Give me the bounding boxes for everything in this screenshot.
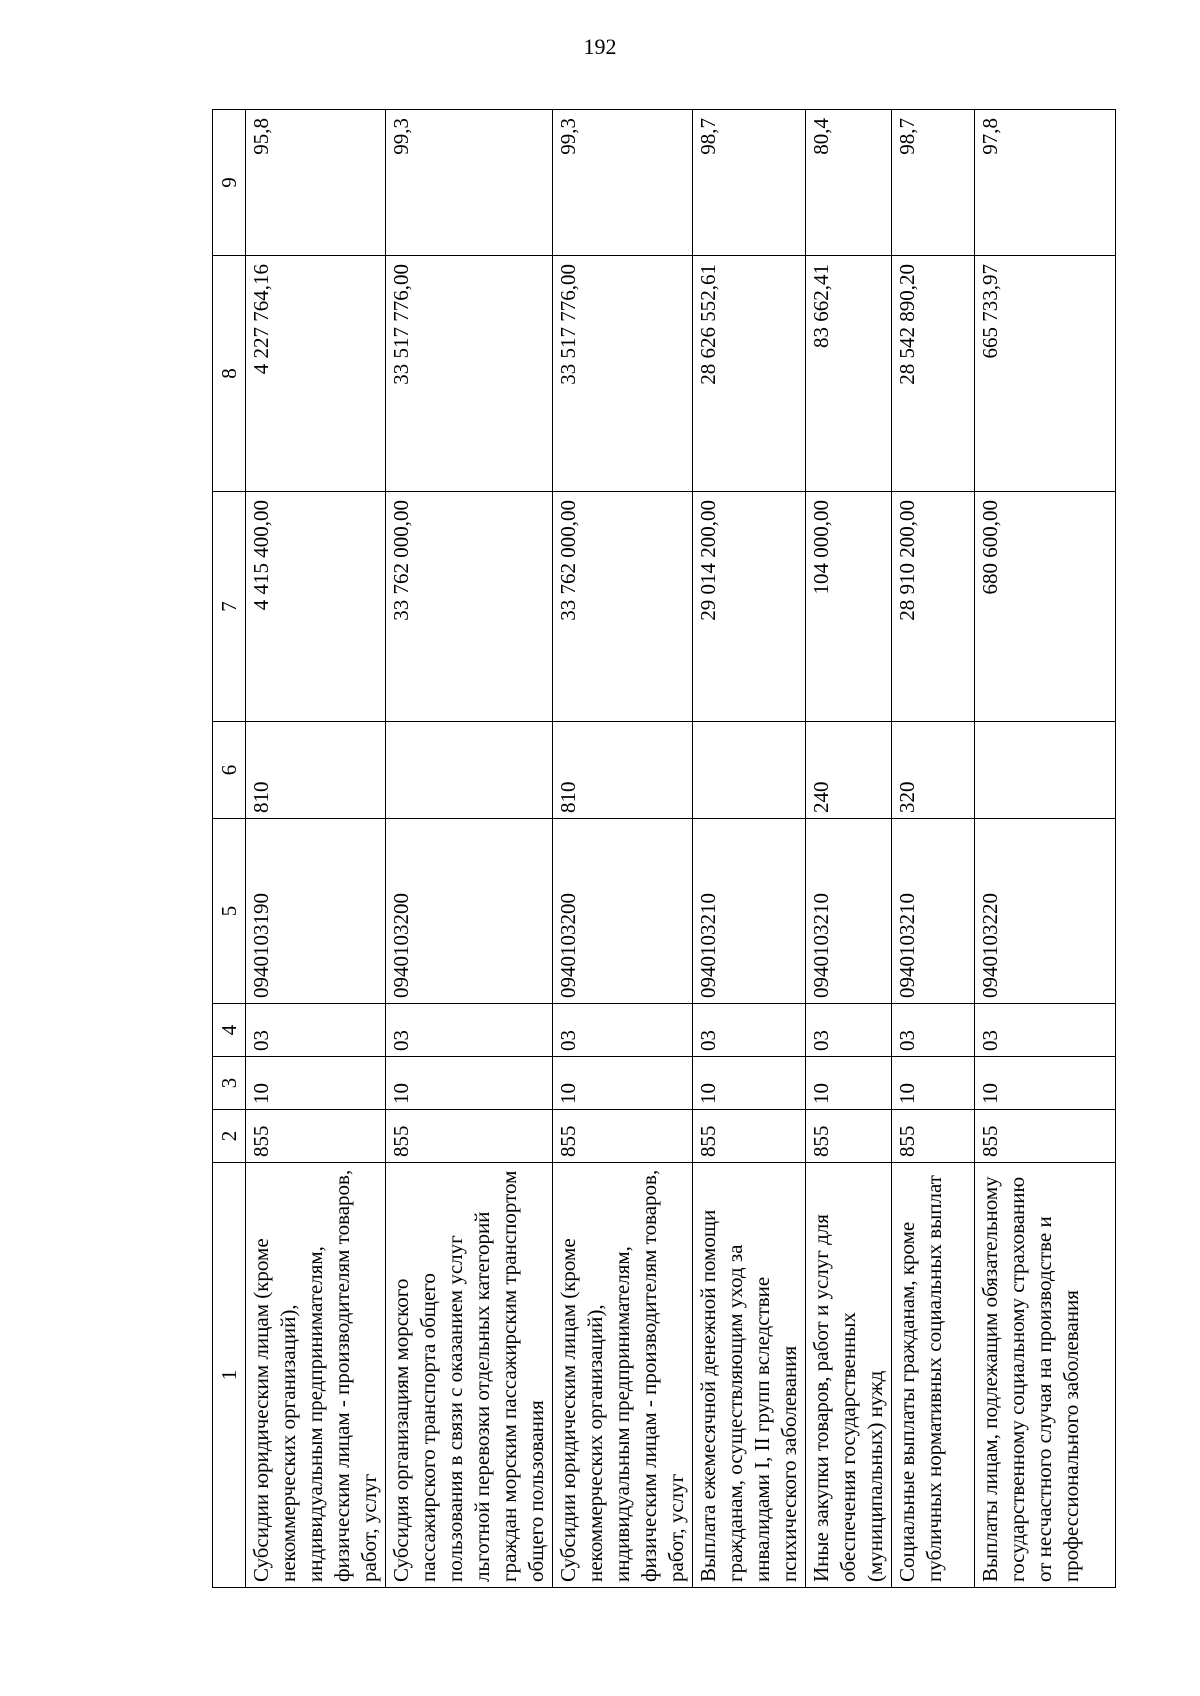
- cell-ministry-code: 855: [693, 1110, 806, 1163]
- cell-expense-type: 240: [806, 722, 892, 819]
- rotated-table-wrapper: [212, 110, 1102, 1588]
- cell-expense-type: 810: [246, 722, 386, 819]
- cell-percent: 98,7: [892, 110, 975, 256]
- cell-percent: 99,3: [553, 110, 693, 256]
- table-row: [693, 110, 806, 1588]
- cell-target-article: 0940103200: [386, 819, 553, 1004]
- row-description: Субсидия организациям морского пассажирского транспорта общего пользования в связи с оказанием услуг льготной перевозки отдельных категорий граждан морским пассажирским транспортом общего пользования: [386, 1163, 553, 1588]
- page-number: 192: [583, 34, 617, 59]
- cell-expense-type: [386, 722, 553, 819]
- table-row: [892, 110, 975, 1588]
- cell-planned: 29 014 200,00: [693, 492, 806, 722]
- column-header: 2: [213, 1110, 246, 1163]
- cell-section: 10: [246, 1057, 386, 1110]
- table-row: [246, 110, 386, 1588]
- cell-target-article: 0940103210: [693, 819, 806, 1004]
- cell-executed: 33 517 776,00: [386, 256, 553, 492]
- cell-ministry-code: 855: [553, 1110, 693, 1163]
- column-header: 1: [213, 1163, 246, 1588]
- cell-target-article: 0940103190: [246, 819, 386, 1004]
- table-row: [806, 110, 892, 1588]
- cell-percent: 95,8: [246, 110, 386, 256]
- cell-section: 10: [892, 1057, 975, 1110]
- cell-planned: 33 762 000,00: [386, 492, 553, 722]
- cell-subsection: 03: [386, 1004, 553, 1057]
- cell-subsection: 03: [892, 1004, 975, 1057]
- cell-expense-type: [975, 722, 1116, 819]
- cell-section: 10: [553, 1057, 693, 1110]
- cell-planned: 33 762 000,00: [553, 492, 693, 722]
- table-row: [553, 110, 693, 1588]
- cell-expense-type: 810: [553, 722, 693, 819]
- column-header: 7: [213, 492, 246, 722]
- cell-expense-type: [693, 722, 806, 819]
- row-description: Выплата ежемесячной денежной помощи гражданам, осуществляющим уход за инвалидами I, II групп вследствие психического заболевания: [693, 1163, 806, 1588]
- cell-expense-type: 320: [892, 722, 975, 819]
- cell-planned: 4 415 400,00: [246, 492, 386, 722]
- table-row: [975, 110, 1116, 1588]
- column-header: 6: [213, 722, 246, 819]
- cell-executed: 665 733,97: [975, 256, 1116, 492]
- row-description: Социальные выплаты гражданам, кроме публичных нормативных социальных выплат: [892, 1163, 975, 1588]
- cell-ministry-code: 855: [386, 1110, 553, 1163]
- column-header: 9: [213, 110, 246, 256]
- header-row: [213, 110, 246, 1588]
- cell-percent: 80,4: [806, 110, 892, 256]
- cell-percent: 99,3: [386, 110, 553, 256]
- row-description: Субсидии юридическим лицам (кроме некоммерческих организаций), индивидуальным предпринимателям, физическим лицам - производителям товаров, работ, услуг: [246, 1163, 386, 1588]
- column-header: 3: [213, 1057, 246, 1110]
- cell-subsection: 03: [246, 1004, 386, 1057]
- row-description: Субсидии юридическим лицам (кроме некоммерческих организаций), индивидуальным предпринимателям, физическим лицам - производителям товаров, работ, услуг: [553, 1163, 693, 1588]
- cell-subsection: 03: [553, 1004, 693, 1057]
- table-row: [386, 110, 553, 1588]
- cell-executed: 4 227 764,16: [246, 256, 386, 492]
- cell-ministry-code: 855: [892, 1110, 975, 1163]
- budget-table: [212, 109, 1116, 1588]
- cell-executed: 33 517 776,00: [553, 256, 693, 492]
- cell-section: 10: [386, 1057, 553, 1110]
- row-description: Выплаты лицам, подлежащим обязательному государственному социальному страхованию от несчастного случая на производстве и профессионального заболевания: [975, 1163, 1116, 1588]
- cell-planned: 28 910 200,00: [892, 492, 975, 722]
- cell-ministry-code: 855: [246, 1110, 386, 1163]
- column-header: 4: [213, 1004, 246, 1057]
- cell-ministry-code: 855: [806, 1110, 892, 1163]
- cell-subsection: 03: [975, 1004, 1116, 1057]
- cell-percent: 97,8: [975, 110, 1116, 256]
- cell-executed: 28 542 890,20: [892, 256, 975, 492]
- cell-percent: 98,7: [693, 110, 806, 256]
- cell-target-article: 0940103210: [806, 819, 892, 1004]
- cell-section: 10: [975, 1057, 1116, 1110]
- cell-target-article: 0940103210: [892, 819, 975, 1004]
- cell-executed: 83 662,41: [806, 256, 892, 492]
- column-header: 8: [213, 256, 246, 492]
- row-description: Иные закупки товаров, работ и услуг для обеспечения государственных (муниципальных) нужд: [806, 1163, 892, 1588]
- cell-target-article: 0940103220: [975, 819, 1116, 1004]
- cell-section: 10: [693, 1057, 806, 1110]
- cell-target-article: 0940103200: [553, 819, 693, 1004]
- column-header: 5: [213, 819, 246, 1004]
- cell-planned: 104 000,00: [806, 492, 892, 722]
- cell-section: 10: [806, 1057, 892, 1110]
- cell-ministry-code: 855: [975, 1110, 1116, 1163]
- cell-subsection: 03: [693, 1004, 806, 1057]
- cell-planned: 680 600,00: [975, 492, 1116, 722]
- cell-executed: 28 626 552,61: [693, 256, 806, 492]
- cell-subsection: 03: [806, 1004, 892, 1057]
